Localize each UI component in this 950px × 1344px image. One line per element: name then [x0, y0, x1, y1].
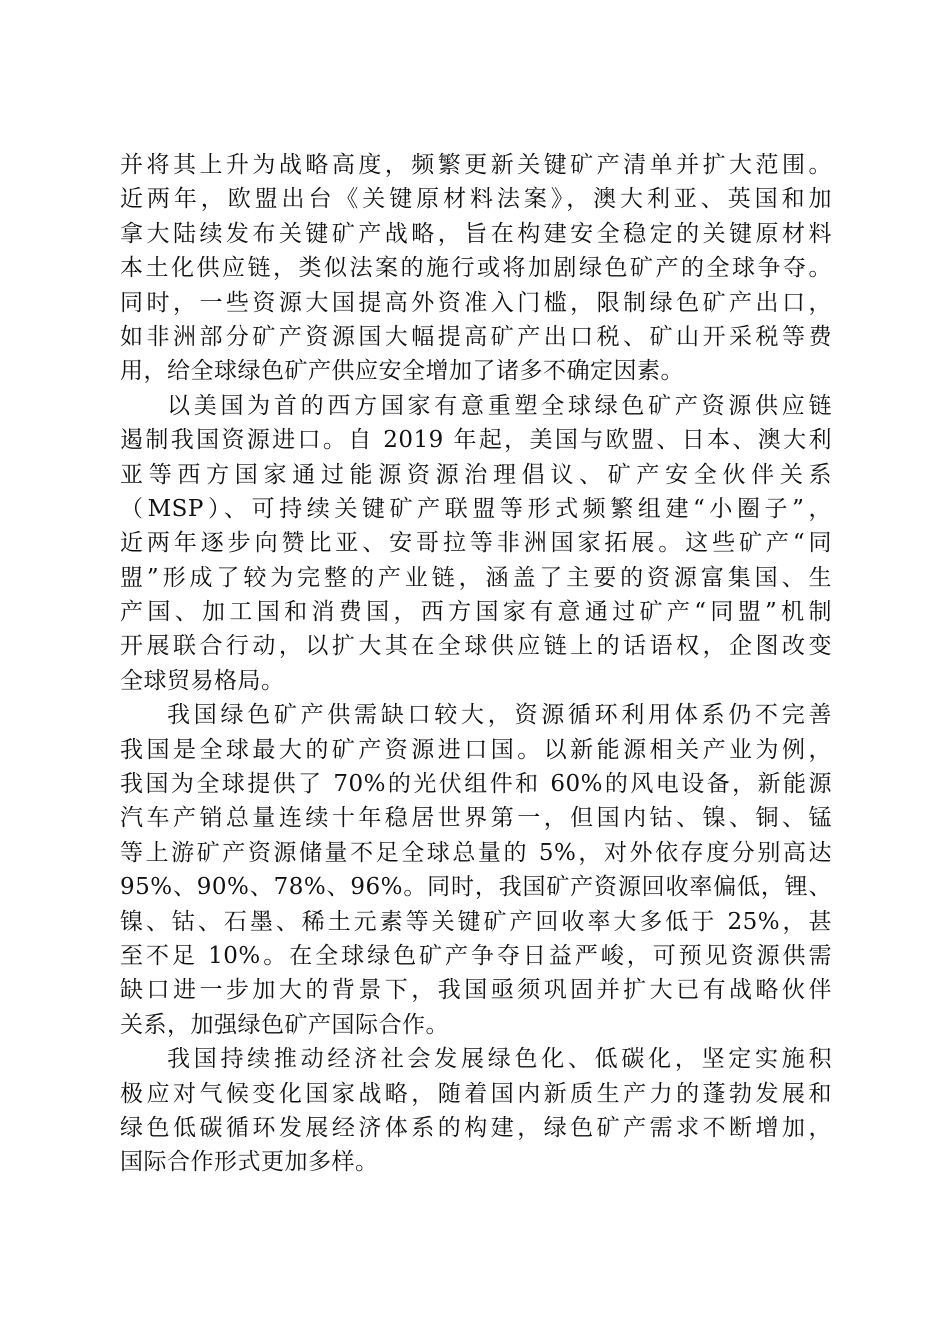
text-line: 拿大陆续发布关键矿产战略，旨在构建安全稳定的关键原材料: [120, 220, 832, 247]
paragraph-3: [120, 698, 832, 1042]
text-line: 至不足 10%。在全球绿色矿产争夺日益严峻，可预见资源供需: [120, 942, 832, 969]
text-line: 亚等西方国家通过能源资源治理倡议、矿产安全伙伴关系: [120, 461, 832, 488]
text-line: （MSP）、可持续关键矿产联盟等形式频繁组建“小圈子”，: [120, 495, 832, 522]
text-line: 如非洲部分矿产资源国大幅提高矿产出口税、矿山开采税等费: [120, 323, 832, 350]
text-line: 开展联合行动，以扩大其在全球供应链上的话语权，企图改变: [120, 633, 832, 660]
paragraph-1: [120, 148, 832, 389]
text-line: 国际合作形式更加多样。: [120, 1149, 379, 1176]
text-line: 缺口进一步加大的背景下，我国亟须巩固并扩大已有战略伙伴: [120, 977, 832, 1004]
text-line: 镍、钴、石墨、稀土元素等关键矿产回收率大多低于 25%，甚: [120, 908, 832, 935]
text-line: 我国持续推动经济社会发展绿色化、低碳化，坚定实施积: [167, 1046, 832, 1073]
text-line: 我国绿色矿产供需缺口较大，资源循环利用体系仍不完善: [167, 702, 832, 729]
text-line: 用，给全球绿色矿产供应安全增加了诸多不确定因素。: [120, 358, 684, 385]
text-line: 产国、加工国和消费国，西方国家有意通过矿产“同盟”机制: [120, 599, 832, 626]
text-line: 同时，一些资源大国提高外资准入门槛，限制绿色矿产出口，: [120, 289, 832, 316]
text-line: 盟”形成了较为完整的产业链，涵盖了主要的资源富集国、生: [120, 564, 832, 591]
text-line: 我国是全球最大的矿产资源进口国。以新能源相关产业为例，: [120, 736, 832, 763]
text-line: 绿色低碳循环发展经济体系的构建，绿色矿产需求不断增加，: [120, 1114, 832, 1141]
text-line: 本土化供应链，类似法案的施行或将加剧绿色矿产的全球争夺。: [120, 255, 832, 282]
text-line: 我国为全球提供了 70%的光伏组件和 60%的风电设备，新能源: [120, 771, 832, 798]
text-line: 极应对气候变化国家战略，随着国内新质生产力的蓬勃发展和: [120, 1080, 832, 1107]
text-line: 关系，加强绿色矿产国际合作。: [120, 1011, 449, 1038]
document-body: [120, 148, 832, 1180]
text-line: 全球贸易格局。: [120, 667, 285, 694]
text-line: 汽车产销总量连续十年稳居世界第一，但国内钴、镍、铜、锰: [120, 805, 832, 832]
text-line: 以美国为首的西方国家有意重塑全球绿色矿产资源供应链: [167, 392, 832, 419]
paragraph-4: [120, 1042, 832, 1180]
text-line: 95%、90%、78%、96%。同时，我国矿产资源回收率偏低，锂、: [120, 874, 832, 901]
text-line: 近两年，欧盟出台《关键原材料法案》，澳大利亚、英国和加: [120, 186, 832, 213]
paragraph-2: [120, 389, 832, 699]
text-line: 并将其上升为战略高度，频繁更新关键矿产清单并扩大范围。: [120, 152, 832, 178]
text-line: 遏制我国资源进口。自 2019 年起，美国与欧盟、日本、澳大利: [120, 427, 832, 454]
text-line: 等上游矿产资源储量不足全球总量的 5%，对外依存度分别高达: [120, 839, 832, 866]
text-line: 近两年逐步向赞比亚、安哥拉等非洲国家拓展。这些矿产“同: [120, 530, 832, 557]
